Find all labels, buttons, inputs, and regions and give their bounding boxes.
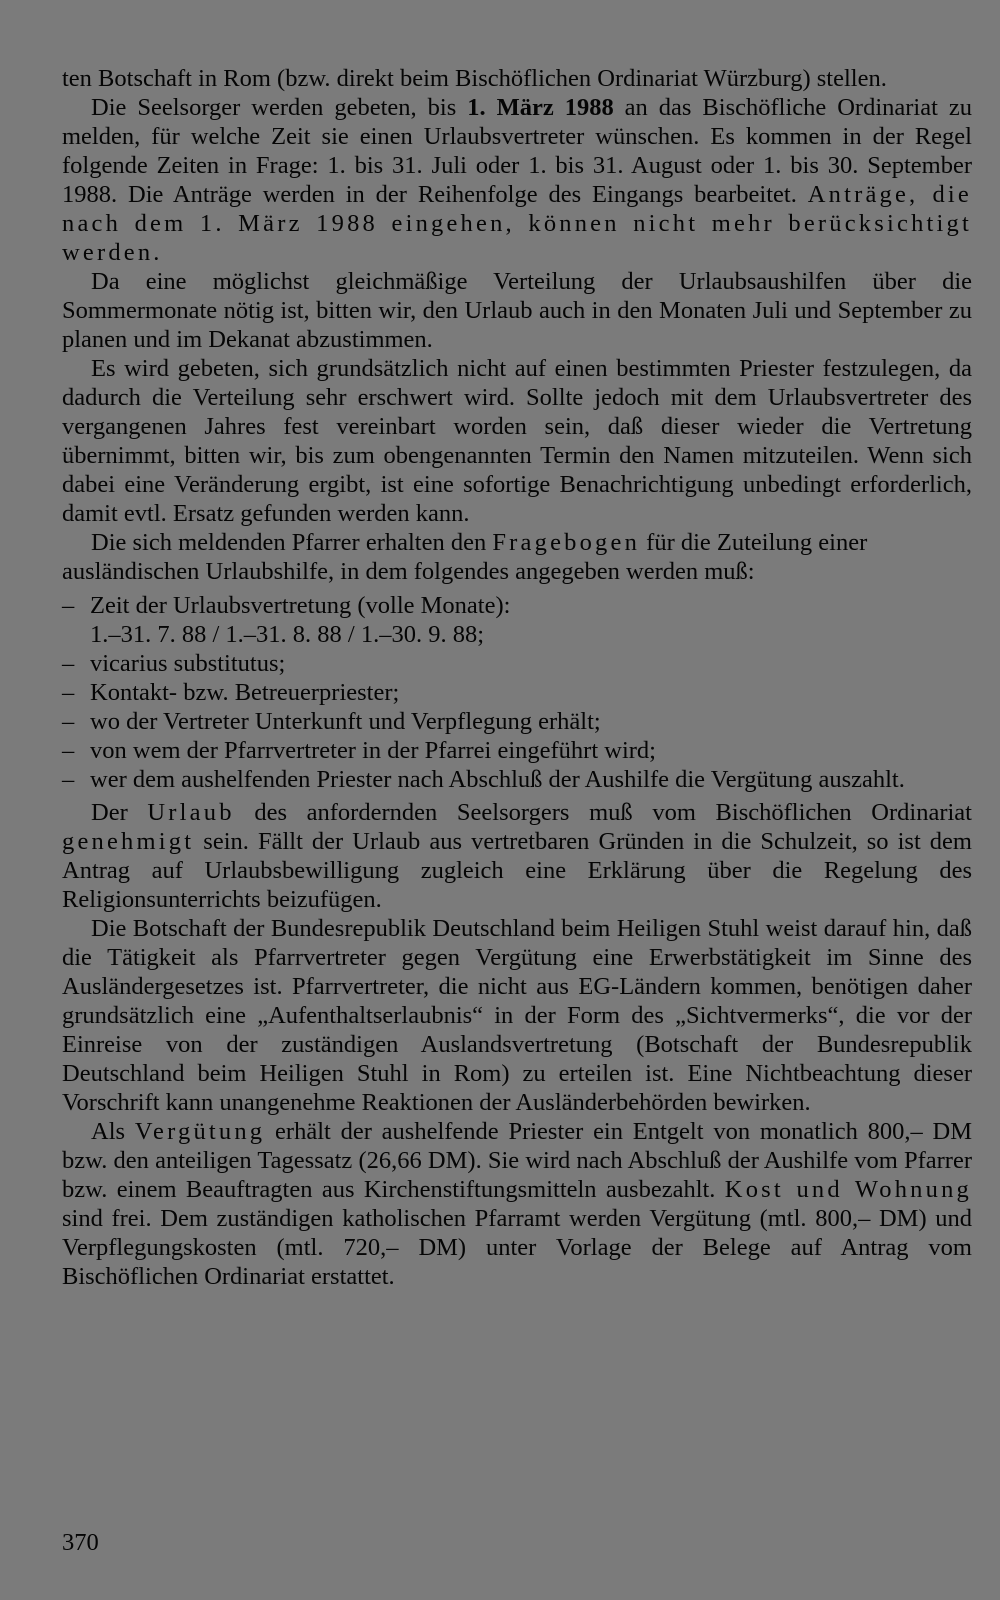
deadline-date: 1. März 1988: [467, 94, 614, 121]
list-item: – wo der Vertreter Unterkunft und Verpflegung erhält;: [62, 707, 972, 736]
page-number: 370: [62, 1529, 99, 1556]
paragraph-leave-approval: [62, 798, 972, 914]
paragraph-distribution: Da eine möglichst gleichmäßige Verteilung der Urlaubsaushilfen über die Sommermonate nötig ist, bitten wir, den Urlaub auch in den Monaten Juli und September zu planen und im Dekanat abzustimmen.: [62, 268, 972, 353]
leave-term: Urlaub: [147, 799, 235, 826]
paragraph-deadline: [62, 93, 972, 267]
deadline-emphasis: Anträge, die nach dem 1. März 1988 eingehen, können nicht mehr berücksichtigt werden.: [62, 181, 972, 266]
paragraph-compensation: [62, 1117, 972, 1291]
questionnaire-text-b: für die Zuteilung einer ausländischen Urlaubshilfe, in dem folgendes angegeben werden muß:: [62, 529, 868, 585]
paragraph-priest-preference: Es wird gebeten, sich grundsätzlich nicht auf einen bestimmten Priester festzulegen, da dadurch die Verteilung sehr erschwert wird. Sollte jedoch mit dem Urlaubsvertreter des vergangenen Jahres fest vereinbart worden sein, daß dieser wieder die Vertretung übernimmt, bitten wir, bis zum obengenannten Termin den Namen mitzuteilen. Wenn sich dabei eine Veränderung ergibt, ist eine sofortige Benachrichtigung unbedingt erforderlich, damit evtl. Ersatz gefunden werden kann.: [62, 355, 972, 527]
board-lodging-term: Kost und Wohnung: [724, 1176, 972, 1203]
deadline-text-a: Die Seelsorger werden gebeten, bis: [91, 94, 468, 121]
compensation-text-a: Als: [91, 1118, 135, 1145]
compensation-text-c: sind frei. Dem zuständigen katholischen Pfarramt werden Vergütung (mtl. 800,– DM) und Verpflegungskosten (mtl. 720,– DM) unter Vorlage der Belege auf Antrag vom Bischöflichen Ordinariat erstattet.: [62, 1205, 972, 1290]
paragraph-embassy: Die Botschaft der Bundesrepublik Deutschland beim Heiligen Stuhl weist darauf hin, daß die Tätigkeit als Pfarrvertreter gegen Vergütung eine Erwerbstätigkeit im Sinne des Ausländergesetzes ist. Pfarrvertreter, die nicht aus EG-Ländern kommen, benötigen daher grundsätzlich eine „Aufenthaltserlaubnis“ in der Form des „Sichtvermerks“, die vor der Einreise von der zuständigen Auslandsvertretung (Botschaft der Bundesrepublik Deutschland beim Heiligen Stuhl in Rom) zu erteilen ist. Eine Nichtbeachtung dieser Vorschrift kann unangenehme Reaktionen der Ausländerbehörden bewirken.: [62, 915, 972, 1116]
leave-text-b: des anfordernden Seelsorgers muß vom Bischöflichen Ordinariat: [234, 799, 972, 826]
list-item: – von wem der Pfarrvertreter in der Pfarrei eingeführt wird;: [62, 736, 972, 765]
list-item: – vicarius substitutus;: [62, 649, 972, 678]
compensation-text-b: erhält der aushelfende Priester ein Entgelt von monatlich 800,– DM bzw. den anteiligen Tagessatz (26,66 DM). Sie wird nach Abschluß der Aushilfe vom Pfarrer bzw. einem Beauftragten aus Kirchenstiftungsmitteln ausbezahlt.: [62, 1118, 972, 1203]
questionnaire-text-a: Die sich meldenden Pfarrer erhalten den: [91, 529, 493, 556]
leave-text-c: sein. Fällt der Urlaub aus vertretbaren Gründen in die Schulzeit, so ist dem Antrag auf Urlaubsbewilligung zugleich eine Erklärung über die Regelung des Religionsunterrichts beizufügen.: [62, 828, 972, 913]
list-item: – wer dem aushelfenden Priester nach Abschluß der Aushilfe die Vergütung auszahlt.: [62, 765, 972, 794]
compensation-term: Vergütung: [134, 1118, 266, 1145]
paragraph-questionnaire: [62, 528, 972, 586]
paragraph-continuation: ten Botschaft in Rom (bzw. direkt beim Bischöflichen Ordinariat Würzburg) stellen.: [62, 65, 887, 92]
questionnaire-term: Fragebogen: [492, 529, 641, 556]
approval-term: genehmigt: [62, 828, 195, 855]
document-page: [62, 64, 972, 1291]
list-item-dates: 1.–31. 7. 88 / 1.–31. 8. 88 / 1.–30. 9. 88;: [90, 621, 485, 648]
leave-text-a: Der: [91, 799, 148, 826]
list-item: – Kontakt- bzw. Betreuerpriester;: [62, 678, 972, 707]
questionnaire-list: [62, 591, 972, 794]
list-item: – Zeit der Urlaubsvertretung (volle Monate):: [62, 591, 972, 620]
deadline-text-b: an das Bischöfliche Ordinariat zu melden, für welche Zeit sie einen Urlaubsvertreter wünschen. Es kommen in der Regel folgende Zeiten in Frage: 1. bis 31. Juli oder 1. bis 31. August oder 1. bis 30. September 1988. Die Anträge werden in der Reihenfolge des Eingangs bearbeitet.: [62, 94, 973, 208]
